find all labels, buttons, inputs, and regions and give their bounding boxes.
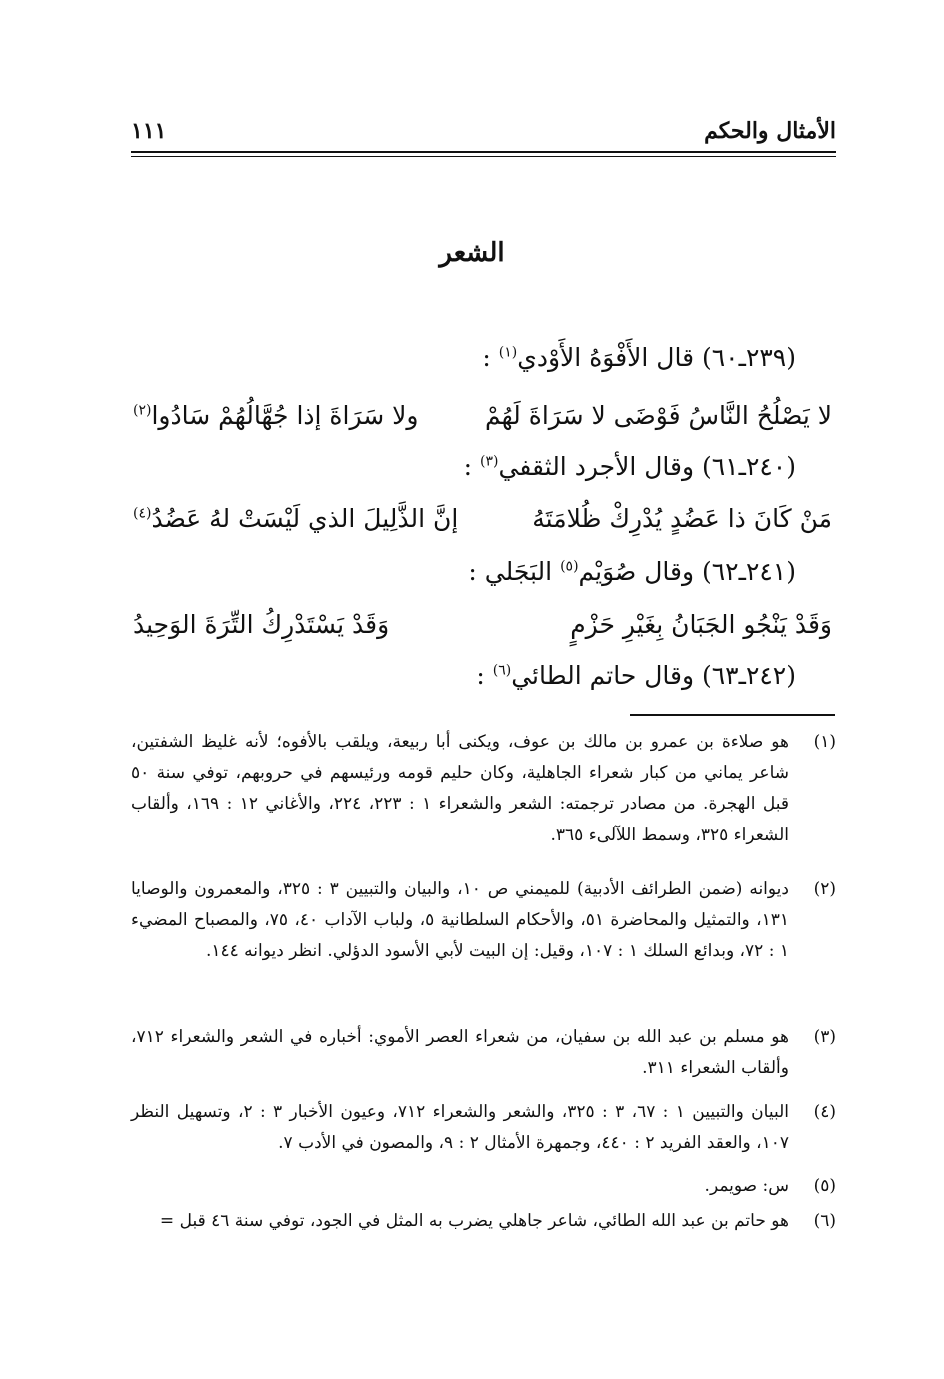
footnote	[131, 1022, 836, 1084]
footnote-ref: (٣)	[480, 453, 499, 470]
footnote-number: (٢)	[813, 879, 836, 899]
footnote-text: هو مسلم بن عبد الله بن سفيان، من شعراء العصر الأموي: أخباره في الشعر والشعراء ٧١٢، وألقاب الشعراء ٣١١.	[131, 1027, 789, 1078]
footnote-text: ديوانه (ضمن الطرائف الأدبية) للميمني ص ١٠، والبيان والتبيين ٣ : ٣٢٥، والمعمرون والوصايا ١٣١، والتمثيل والمحاضرة ٥١، والأحكام السلطانية ٥، ولباب الآداب ٤٠، ٧٥، والمصباح المضيء ١ : ٧٢، وبدائع السلك ١ : ١٠٧، وقيل: إن البيت لأبي الأسود الدؤلي. انظر ديوانه ١٤٤.	[131, 879, 789, 961]
footnote-ref: (٥)	[560, 558, 579, 575]
footnote-ref: (٤)	[133, 505, 152, 522]
footnote-ref: (١)	[498, 344, 518, 361]
footnote-number: (١)	[813, 732, 836, 752]
footnote-number: (٥)	[813, 1176, 836, 1196]
header-rule-thin	[131, 156, 836, 157]
page-number: ١١١	[131, 118, 167, 144]
footnote-number: (٦)	[813, 1211, 836, 1231]
poem-intro: (٢٤١ـ٦٢) وقال صُوَيْم$^{(٥)}$ البَجَلي :	[468, 557, 796, 586]
footnote-ref: (٢)	[133, 402, 152, 419]
footnote	[131, 1171, 836, 1202]
footnote-text: س: صويمر.	[704, 1176, 789, 1196]
footnote-text: البيان والتبيين ١ : ٦٧، ٣ : ٣٢٥، والشعر والشعراء ٧١٢، وعيون الأخبار ٣ : ٢، وتسهيل النظر ١٠٧، والعقد الفريد ٢ : ٤٤٠، وجمهرة الأمثال ٢ : ٩، والمصون في الأدب ٧.	[131, 1102, 789, 1153]
verse-hemistich-left: ولا سَرَاةَ إذا جُهَّالُهُمْ سَادُوا$^{(٢)}$	[133, 401, 419, 430]
footnote	[131, 1097, 836, 1159]
verse-hemistich-right: مَنْ كَانَ ذا عَضُدٍ يُدْرِكْ ظُلامَتَهُ	[532, 504, 832, 533]
footnote-ref: (٦)	[492, 662, 512, 679]
verse-hemistich-left: إنَّ الذَّلِيلَ الذي لَيْسَتْ لهُ عَضُدُ$^{(٤)}$	[133, 504, 459, 533]
footnote-separator	[630, 714, 835, 716]
footnote-number: (٤)	[813, 1102, 836, 1122]
footnote-text: هو حاتم بن عبد الله الطائي، شاعر جاهلي يضرب به المثل في الجود، توفي سنة ٤٦ قبل =	[159, 1211, 789, 1231]
poem-intro: (٢٤٠ـ٦١) وقال الأجرد الثقفي$^{(٣)}$ :	[463, 452, 796, 481]
header-rule-thick	[131, 151, 836, 153]
footnote	[131, 874, 836, 967]
footnote-text: هو صلاءة بن عمرو بن مالك بن عوف، ويكنى أبا ربيعة، ويلقب بالأفوه؛ لأنه غليظ الشفتين، شاعر يماني من كبار شعراء الجاهلية، وكان حليم قومه ورئيسهم في حروبهم، توفي سنة ٥٠ قبل الهجرة. من مصادر ترجمته: الشعر والشعراء ١ : ٢٢٣، ٢٢٤، والأغاني ١٢ : ١٦٩، وألقاب الشعراء ٣٢٥، وسمط اللآلىء ٣٦٥.	[131, 732, 789, 845]
verse-hemistich-left: وَقَدْ يَسْتَدْرِكُ التِّرَةَ الوَحِيدُ	[133, 610, 390, 639]
footnote	[131, 1206, 836, 1237]
verse-hemistich-right: وَقَدْ يَنْجُو الجَبَانُ بِغَيْرِ حَزْمٍ	[570, 610, 832, 639]
running-header-title: الأمثال والحكم	[704, 118, 836, 144]
poem-intro: (٢٤٢ـ٦٣) وقال حاتم الطائي$^{(٦)}$ :	[476, 661, 796, 690]
verse-hemistich-right: لا يَصْلُحُ النَّاسُ فَوْضَى لا سَرَاةَ لَهُمْ	[485, 401, 832, 430]
section-title: الشعر	[439, 238, 505, 268]
poem-intro: (٢٣٩ـ٦٠) قال الأَفْوَهُ الأَوْدي$^{(١)}$ :	[482, 343, 796, 372]
footnote	[131, 727, 836, 851]
footnote-number: (٣)	[813, 1027, 836, 1047]
